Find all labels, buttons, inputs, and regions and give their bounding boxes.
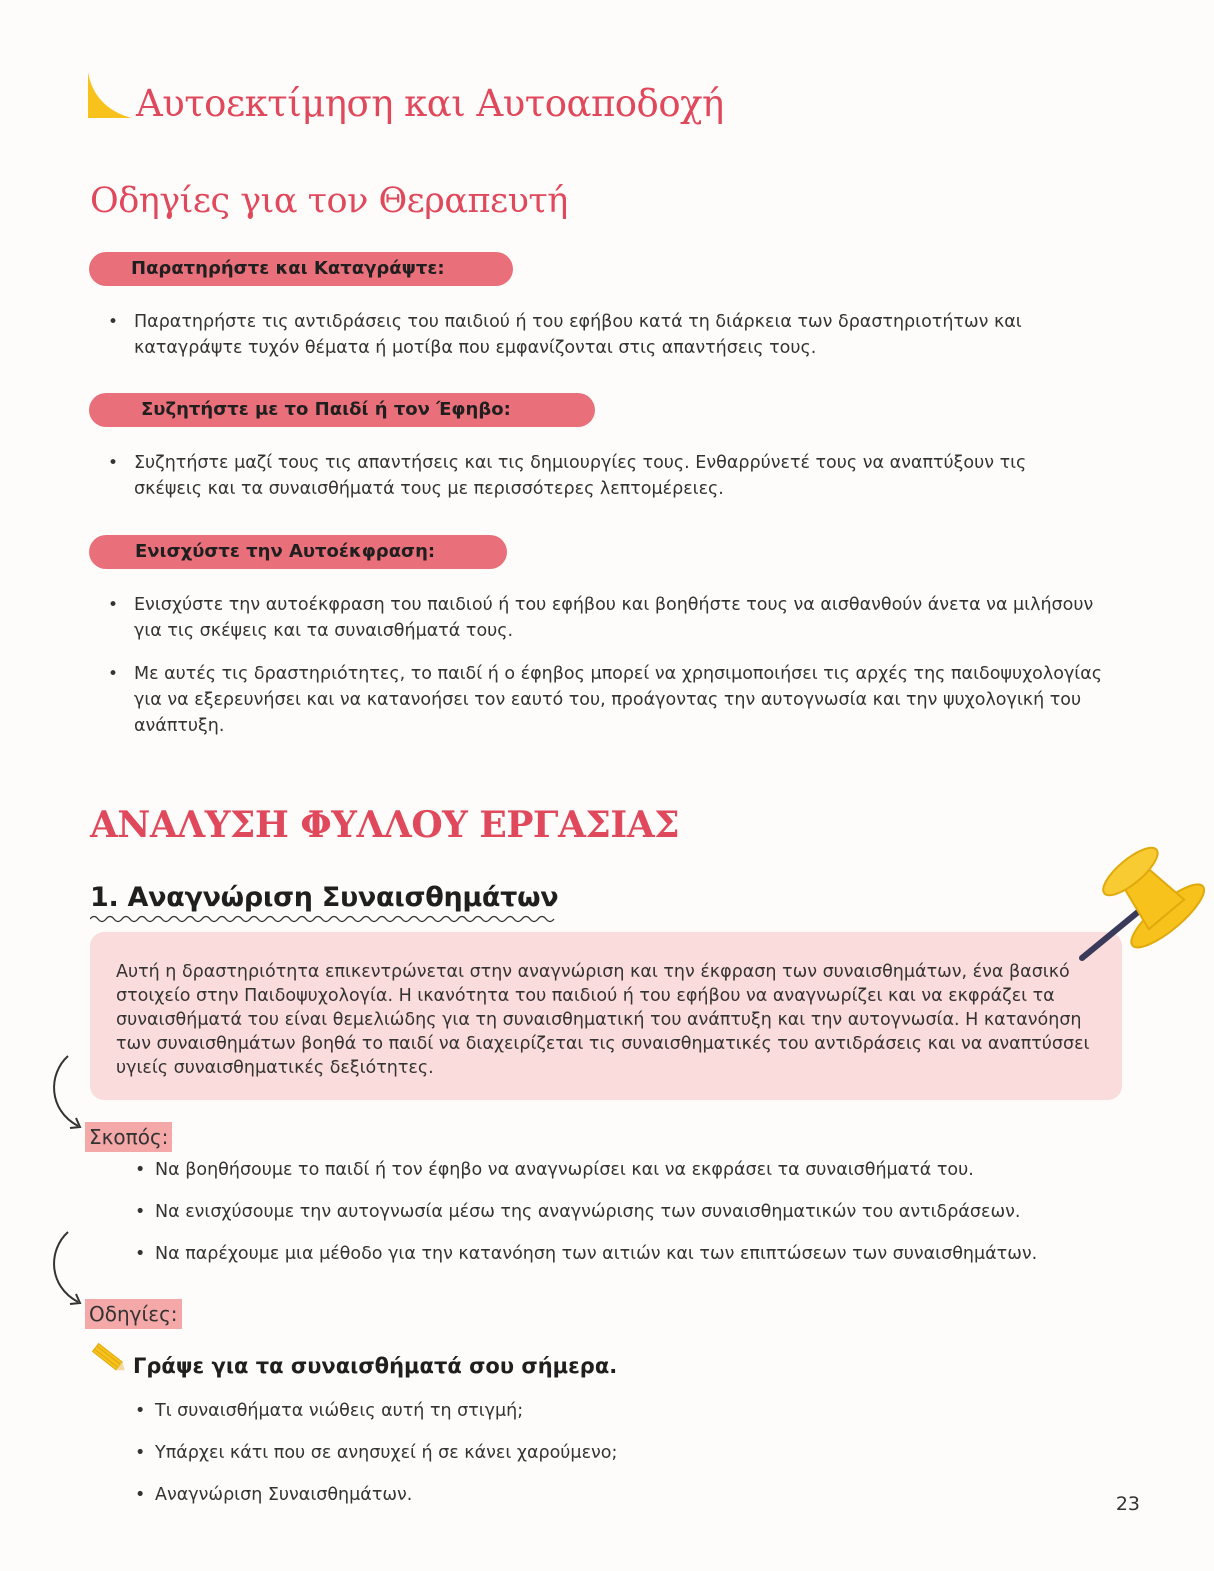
list-item: • Τι συναισθήματα νιώθεις αυτή τη στιγμή; [133,1398,1033,1424]
section-list-expression [90,592,1125,756]
therapist-heading: Οδηγίες για τον Θεραπευτή [90,181,568,221]
curved-arrow-icon [44,1230,84,1310]
push-pin-icon [1076,826,1214,964]
instructions-label: Οδηγίες: [85,1299,182,1329]
list-item: • Παρατηρήστε τις αντιδράσεις του παιδιού ή του εφήβου κατά τη διάρκεια των δραστηριοτήτων και καταγράψτε τυχόν θέματα ή μοτίβα που εμφανίζονται στις απαντήσεις τους. [90,309,1120,361]
section-label-observe: Παρατηρήστε και Καταγράψτε: [89,252,513,286]
list-item: • Υπάρχει κάτι που σε ανησυχεί ή σε κάνει χαρούμενο; [133,1440,1033,1466]
page-number: 23 [1115,1493,1140,1515]
section-list-observe [90,309,1120,378]
goal-label: Σκοπός: [85,1122,172,1152]
corner-triangle-icon [88,72,134,120]
worksheet-heading: ΑΝΑΛΥΣΗ ΦΥΛΛΟΥ ΕΡΓΑΣΙΑΣ [90,804,680,846]
pencil-icon [88,1338,130,1378]
curved-arrow-icon [44,1054,84,1134]
list-item: • Αναγνώριση Συναισθημάτων. [133,1482,1033,1508]
task-questions-list [133,1398,1033,1524]
activity-description-box [90,932,1122,1100]
goals-list [133,1157,1133,1283]
list-item: • Να βοηθήσουμε το παιδί ή τον έφηβο να αναγνωρίσει και να εκφράσει τα συναισθήματά του. [133,1157,1133,1183]
activity-description: Αυτή η δραστηριότητα επικεντρώνεται στην αναγνώριση και την έκφραση των συναισθημάτων, ένα βασικό στοιχείο στην Παιδοψυχολογία. Η ικανότητα του παιδιού ή του εφήβου να αναγνωρίζει και να εκφράζει τα συναισθήματά του είναι θεμελιώδης για τη συναισθηματική του ανάπτυξη και την αυτογνωσία. Η κατανόηση των συναισθημάτων βοηθά το παιδί να διαχειρίζεται τις συναισθηματικές του αντιδράσεις και να αναπτύσσει υγιείς συναισθηματικές δεξιότητες. [116,962,1090,1078]
activity-title: 1. Αναγνώριση Συναισθημάτων [90,882,559,913]
list-item: • Με αυτές τις δραστηριότητες, το παιδί ή ο έφηβος μπορεί να χρησιμοποιήσει τις αρχές της παιδοψυχολογίας για να εξερευνήσει και να κατανοήσει τον εαυτό του, προάγοντας την αυτογνωσία και την ψυχολογική του ανάπτυξη. [90,661,1125,739]
list-item: • Να ενισχύσουμε την αυτογνωσία μέσω της αναγνώρισης των συναισθηματικών του αντιδράσεων. [133,1199,1133,1225]
list-item: • Συζητήστε μαζί τους τις απαντήσεις και τις δημιουργίες τους. Ενθαρρύνετέ τους να αναπτύξουν τις σκέψεις και τα συναισθήματά τους με περισσότερες λεπτομέρειες. [90,450,1090,502]
section-label-discuss: Συζητήστε με το Παιδί ή τον Έφηβο: [89,393,595,427]
wavy-underline [90,914,556,924]
task-title: Γράψε για τα συναισθήματά σου σήμερα. [133,1354,618,1378]
list-item: • Να παρέχουμε μια μέθοδο για την κατανόηση των αιτιών και των επιπτώσεων των συναισθημάτων. [133,1241,1133,1267]
section-list-discuss [90,450,1090,519]
page-title: Αυτοεκτίμηση και Αυτοαποδοχή [136,82,724,125]
list-item: • Ενισχύστε την αυτοέκφραση του παιδιού ή του εφήβου και βοηθήστε τους να αισθανθούν άνετα να μιλήσουν για τις σκέψεις και τα συναισθήματά τους. [90,592,1125,644]
section-label-expression: Ενισχύστε την Αυτοέκφραση: [89,535,507,569]
